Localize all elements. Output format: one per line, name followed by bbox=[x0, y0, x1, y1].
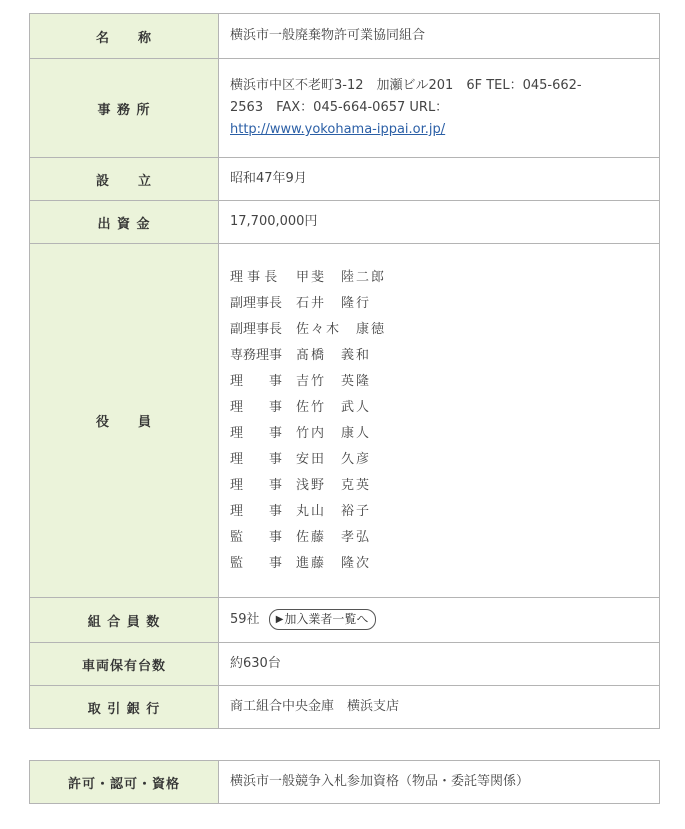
member-list-button[interactable] bbox=[269, 609, 377, 630]
organization-info-table bbox=[29, 13, 660, 729]
officer-row bbox=[230, 395, 648, 421]
officer-row bbox=[230, 551, 648, 577]
officer-name: 安田 久彦 bbox=[296, 451, 372, 467]
officer-name: 浅野 克英 bbox=[296, 477, 372, 493]
officer-role: 監 事 bbox=[230, 529, 283, 545]
member-list-button-label: 加入業者一覧へ bbox=[284, 612, 369, 627]
officer-row bbox=[230, 499, 648, 525]
officer-role: 理 事 bbox=[230, 503, 283, 519]
label-office: 事 務 所 bbox=[30, 59, 219, 158]
officer-row bbox=[230, 265, 648, 291]
officer-name: 丸山 裕子 bbox=[296, 503, 372, 519]
officer-row bbox=[230, 291, 648, 317]
row-officers bbox=[30, 244, 660, 598]
label-license: 許可・認可・資格 bbox=[30, 761, 219, 804]
officer-role: 理 事 bbox=[230, 425, 283, 441]
label-capital: 出 資 金 bbox=[30, 201, 219, 244]
officer-row bbox=[230, 473, 648, 499]
officer-role: 理 事 bbox=[230, 399, 283, 415]
value-license: 横浜市一般競争入札参加資格（物品・委託等関係） bbox=[219, 761, 660, 804]
label-name: 名 称 bbox=[30, 14, 219, 59]
value-members bbox=[219, 598, 660, 643]
label-established: 設 立 bbox=[30, 158, 219, 201]
officer-role: 副理事長 bbox=[230, 321, 283, 337]
row-members bbox=[30, 598, 660, 643]
officer-row bbox=[230, 343, 648, 369]
license-table bbox=[29, 760, 660, 804]
label-vehicles: 車両保有台数 bbox=[30, 643, 219, 686]
value-name: 横浜市一般廃棄物許可業協同組合 bbox=[219, 14, 660, 59]
member-count: 59社 bbox=[230, 611, 260, 627]
value-officers bbox=[219, 244, 660, 598]
play-triangle-icon: ▶ bbox=[275, 614, 284, 626]
row-bank bbox=[30, 686, 660, 729]
officer-role: 理 事 bbox=[230, 373, 283, 389]
row-capital bbox=[30, 201, 660, 244]
officer-role: 監 事 bbox=[230, 555, 283, 571]
officer-name: 甲斐 陸二郎 bbox=[296, 269, 387, 285]
officer-role: 理 事 bbox=[230, 477, 283, 493]
officer-name: 石井 隆行 bbox=[296, 295, 372, 311]
officer-role: 理 事 bbox=[230, 451, 283, 467]
officer-name: 佐々木 康徳 bbox=[296, 321, 387, 337]
office-address-line-1: 横浜市中区不老町3-12 加瀬ビル201 6F TEL：045-662- bbox=[230, 78, 582, 93]
row-office bbox=[30, 59, 660, 158]
officer-row bbox=[230, 421, 648, 447]
officer-row bbox=[230, 447, 648, 473]
website-link[interactable]: http://www.yokohama-ippai.or.jp/ bbox=[230, 122, 446, 137]
row-vehicles bbox=[30, 643, 660, 686]
officer-role: 理 事 長 bbox=[230, 269, 278, 285]
officer-role: 専務理事 bbox=[230, 347, 283, 363]
officer-name: 佐竹 武人 bbox=[296, 399, 372, 415]
value-office bbox=[219, 59, 660, 158]
label-officers: 役 員 bbox=[30, 244, 219, 598]
value-vehicles: 約630台 bbox=[219, 643, 660, 686]
value-bank: 商工組合中央金庫 横浜支店 bbox=[219, 686, 660, 729]
officer-name: 進藤 隆次 bbox=[296, 555, 372, 571]
label-bank: 取 引 銀 行 bbox=[30, 686, 219, 729]
officer-role: 副理事長 bbox=[230, 295, 283, 311]
officer-row bbox=[230, 317, 648, 343]
row-established bbox=[30, 158, 660, 201]
officer-name: 竹内 康人 bbox=[296, 425, 372, 441]
office-address-line-2: 2563 FAX：045-664-0657 URL： bbox=[230, 100, 449, 115]
officer-name: 佐藤 孝弘 bbox=[296, 529, 372, 545]
row-name bbox=[30, 14, 660, 59]
value-established: 昭和47年9月 bbox=[219, 158, 660, 201]
officer-row bbox=[230, 525, 648, 551]
officer-row bbox=[230, 369, 648, 395]
label-members: 組 合 員 数 bbox=[30, 598, 219, 643]
officer-list bbox=[230, 261, 648, 581]
value-capital: 17,700,000円 bbox=[219, 201, 660, 244]
officer-name: 髙橋 義和 bbox=[296, 347, 372, 363]
row-license bbox=[30, 761, 660, 804]
officer-name: 吉竹 英隆 bbox=[296, 373, 372, 389]
